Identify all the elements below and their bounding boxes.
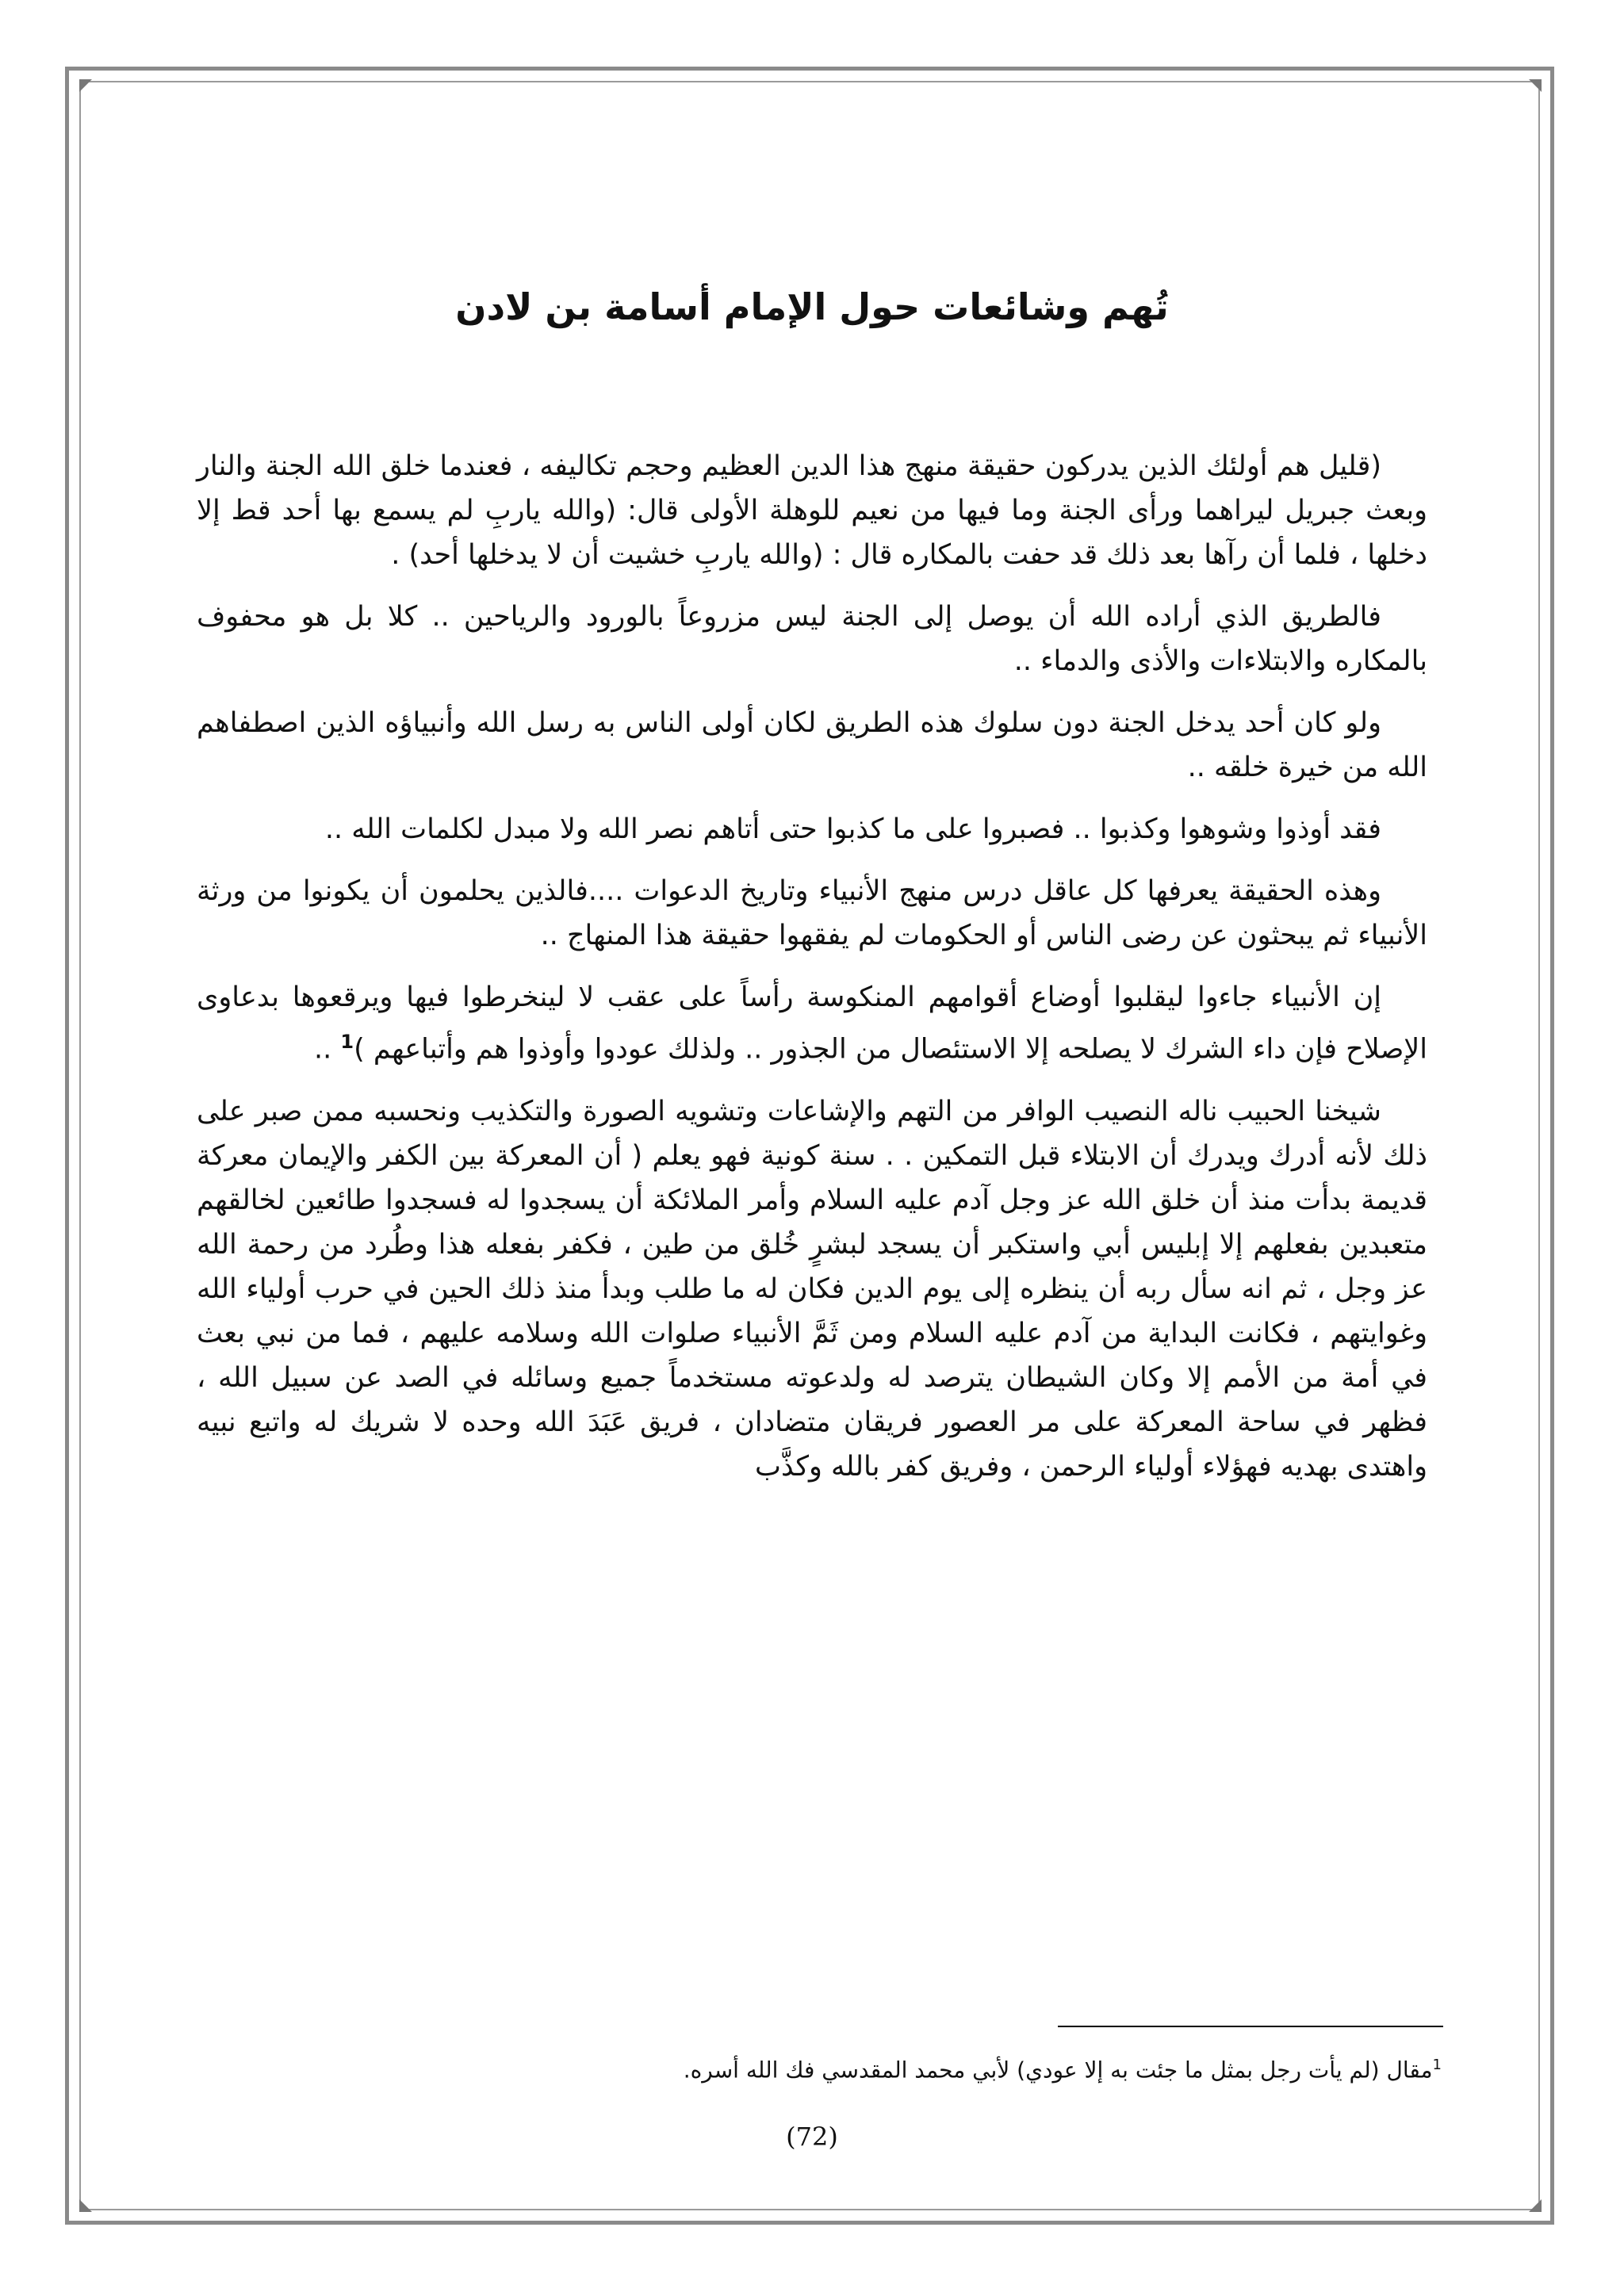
- body-text: [197, 444, 1427, 1506]
- footnote-text: مقال (لم يأت رجل بمثل ما جئت به إلا عودي) لأبي محمد المقدسي فك الله أسره.: [683, 2057, 1433, 2084]
- footnote: [197, 2049, 1442, 2087]
- page-title: تُهم وشائعات حول الإمام أسامة بن لادن: [455, 285, 1169, 328]
- paragraph: فقد أوذوا وشوهوا وكذبوا .. فصبروا على ما كذبوا حتى أتاهم نصر الله ولا مبدل لكلمات الله ..: [324, 813, 1381, 845]
- paragraph: وهذه الحقيقة يعرفها كل عاقل درس منهج الأنبياء وتاريخ الدعوات ....فالذين يحلمون أن يكونوا من ورثة الأنبياء ثم يبحثون عن رضى الناس أو الحكومات لم يفقهوا حقيقة هذا المنهاج ..: [197, 875, 1427, 951]
- paragraph: (قليل هم أولئك الذين يدركون حقيقة منهج هذا الدين العظيم وحجم تكاليفه ، فعندما خلق الله الجنة والنار وبعث جبريل ليراهما ورأى الجنة وما فيها من نعيم للوهلة الأولى قال: (والله ياربِ لم يسمع بها أحد قط إلا دخلها ، فلما أن رآها بعد ذلك قد حفت بالمكاره قال : (والله ياربِ خشيت أن لا يدخلها أحد) .: [197, 450, 1427, 571]
- paragraph: شيخنا الحبيب ناله النصيب الوافر من التهم والإشاعات وتشويه الصورة والتكذيب ونحسبه ممن صبر على ذلك لأنه أدرك ويدرك أن الابتلاء قبل التمكين . . سنة كونية فهو يعلم ( أن المعركة بين الكفر والإيمان معركة قديمة بدأت منذ أن خلق الله عز وجل آدم عليه السلام وأمر الملائكة أن يسجدوا له فسجدوا طائعين لخالقهم متعبدين بفعلهم إلا إبليس أبي واستكبر أن يسجد لبشرٍ خُلق من طين ، فكفر بفعله هذا وطُرد من رحمة الله عز وجل ، ثم انه سأل ربه أن ينظره إلى يوم الدين فكان له ما طلب وبدأ منذ ذلك الحين في حرب أولياء الله وغوايتهم ، فكانت البداية من آدم عليه السلام ومن ثَمَّ الأنبياء صلوات الله وسلامه عليهم ، فما من نبي بعث في أمة من الأمم إلا وكان الشيطان يترصد له ولدعوته مستخدماً جميع وسائله في الصد عن سبيل الله ، فظهر في ساحة المعركة على مر العصور فريقان متضادان ، فريق عَبَدَ الله وحده لا شريك له واتبع نبيه واهتدى بهديه فهؤلاء أولياء الرحمن ، وفريق كفر بالله وكذَّب: [197, 1095, 1427, 1483]
- footnote-separator: [1058, 2026, 1443, 2027]
- corner-ornament-bottom-left: [79, 2199, 92, 2212]
- paragraph-text: إن الأنبياء جاءوا ليقلبوا أوضاع أقوامهم المنكوسة رأساً على عقب لا لينخرطوا فيها ويرقعوها بدعاوى الإصلاح فإن داء الشرك لا يصلحه إلا الاستئصال من الجذور .. ولذلك عودوا وأوذوا هم وأتباعهم ): [197, 982, 1427, 1066]
- footnote-marker: 1: [1432, 2057, 1442, 2073]
- paragraph: ولو كان أحد يدخل الجنة دون سلوك هذه الطريق لكان أولى الناس به رسل الله وأنبياؤه الذين اصطفاهم الله من خيرة خلقه ..: [197, 707, 1427, 783]
- corner-ornament-top-right: [1529, 79, 1542, 92]
- corner-ornament-bottom-right: [1529, 2199, 1542, 2212]
- paragraph: فالطريق الذي أراده الله أن يوصل إلى الجنة ليس مزروعاً بالورود والرياحين .. كلا بل هو محفوف بالمكاره والابتلاءات والأذى والدماء ..: [197, 601, 1427, 677]
- corner-ornament-top-left: [79, 79, 92, 92]
- paragraph-with-footnote: [197, 975, 1427, 1072]
- page-number: (72): [786, 2122, 838, 2152]
- paragraph-tail: ..: [313, 1033, 341, 1066]
- footnote-reference[interactable]: 1: [340, 1031, 354, 1053]
